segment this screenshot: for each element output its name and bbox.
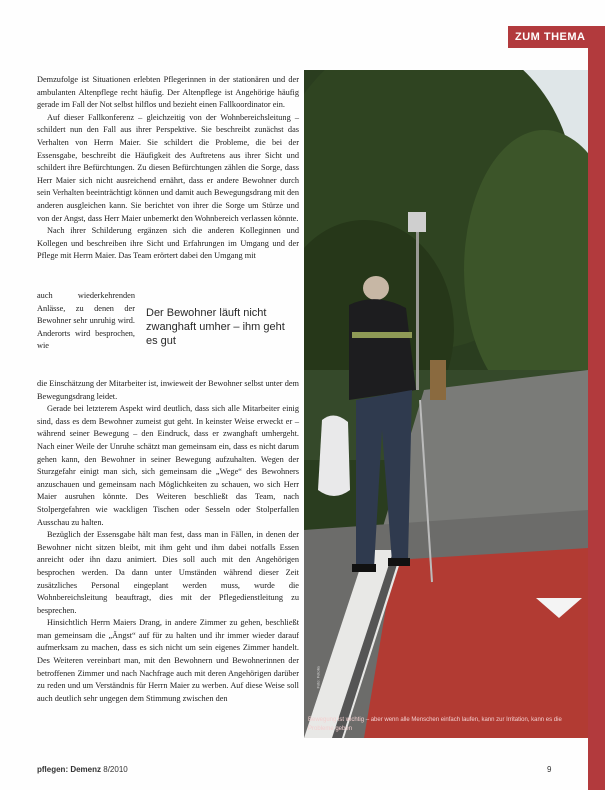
- section-edge-bar: [588, 0, 605, 790]
- article-photo: [304, 70, 588, 738]
- signpost: [416, 220, 419, 390]
- article-paragraph: Hinsichtlich Herrn Maiers Drang, in andere Zimmer zu gehen, beschließt man gemeinsam die „Ängst“ auf für zu halten und ihr immer wieder darauf aufmerksam zu machen, dass es sich nicht um sein eigenes Zimmer handelt. Des Weiteren vereinbart man, mit den Bewohnern und Bewohnerinnen der betroffenen Zimmer und nach Nachfrage auch mit deren Angehörigen darüber zu reden und um Verständnis für Herrn Maier zu werben. Auf diese Weise soll auch deutlich sehr ungegen dem Stimmung zwischen den: [37, 618, 299, 703]
- photo-credit: Foto: Fotolia: [315, 666, 321, 689]
- issue-number: 8/2010: [103, 765, 128, 774]
- pull-quote: Der Bewohner läuft nicht zwanghaft umher – ihm geht es gut: [146, 307, 285, 347]
- photo-caption: Bewegung ist wichtig – aber wenn alle Menschen einfach laufen, kann zur Irritation, kann es die Probleme geben: [308, 717, 562, 732]
- article-paragraph: Auf dieser Fallkonferenz – gleichzeitig von der Wohnbereichsleitung – schildert nun den Fall aus ihrer Perspektive. Sie beschreibt zunächst das Verhalten von Herrn Maier. Sie schildert die Probleme, die bei der Essensgabe, beschreibt die Häufigkeit des Auftretens aus ihrer Sicht und schildert ihre Befürchtungen. Zu diesen Befürchtungen zählen die Sorge, dass Herr Maier sich nicht ausreichend ernährt, dass er andere Bewohner durch sein Verhalten beeinträchtigt können und damit auch Bewegungsdrang mit den anderen ausgleichen kann. Sie berichtet von ihrer die Sorge um Stürze und von der Angst, dass Herr Maier unbemerkt den Wohnbereich verlassen könnte.: [37, 112, 299, 223]
- publication-name: pflegen: Demenz: [37, 765, 102, 774]
- person-jacket: [349, 299, 416, 400]
- article-paragraph: die Einschätzung der Mitarbeiter ist, inwieweit der Bewohner selbst unter dem Bewegungsdrang leidet.: [37, 379, 299, 401]
- article-paragraph: Nach ihrer Schilderung ergänzen sich die anderen Kolleginnen und Kollegen und beschreiben ihre Sicht und Erfahrungen im Umgang und der Pflege mit Herrn Maier. Das Team erörtert dabei den Umgang mit: [37, 226, 299, 261]
- article-column-bottom: [37, 378, 299, 705]
- footer-publication: [37, 765, 128, 774]
- section-label: ZUM THEMA: [508, 26, 588, 48]
- article-paragraph: Gerade bei letzterem Aspekt wird deutlich, dass sich alle Mitarbeiter einig sind, dass es dem Bewohner zumeist gut geht. In keinster Weise erweckt er – während seiner Bewegung – den Eindruck, dass er zwanghaft umhergeht. Nach einer Weile der Unruhe schätzt man gemeinsam ein, dass es nicht darum gehen kann, den Bewohner in seiner Bewegung aufzuhalten. Wegen der Sturzgefahr einigt man sich, sich gemeinsam die „Wege“ des Bewohners anzuschauen und gemeinsam nach Möglichkeiten zu schauen, wo sich Herr Maier ausruhen könnte. Des Weiteren beschließt das Team, nach Stolpergefahren wie wackligen Tischen oder Sesseln oder Stolperfallen Ausschau zu halten.: [37, 404, 299, 527]
- page-number: 9: [547, 765, 552, 774]
- plastic-bag: [318, 415, 350, 496]
- person-head: [363, 276, 389, 300]
- article-paragraph: Demzufolge ist Situationen erlebten Pflegerinnen in der stationären und der ambulanten Altenpflege recht häufig. Der Altenpflege ist Angehörige häufig gerade im Fall der Not selbst hilflos und bezieht einen Fallkoordinator ein.: [37, 75, 299, 110]
- article-column-top: [37, 74, 299, 263]
- photo-scene: [304, 70, 588, 738]
- article-narrow-text: auch wiederkehrenden Anlässe, zu denen der Bewohner sehr unruhig wird. Anderorts wird besprochen, wie: [37, 291, 135, 351]
- article-paragraph: Bezüglich der Essensgabe hält man fest, dass man in Fällen, in denen der Bewohner nicht sitzen bleibt, mit ihm geht und ihm dabei notfalls Essen anreicht oder ihn dazu animiert. Dies soll auch mit den Angehörigen besprochen werden. Da dann unter Umständen während dieser Zeit zusätzliches Personal eingeplant werden muss, wurde die Wohnbereichsleitung beauftragt, dies mit der Pflegedienstleitung zu besprechen.: [37, 530, 299, 615]
- section-edge-gap: [588, 0, 605, 26]
- red-bike-path: [364, 548, 588, 738]
